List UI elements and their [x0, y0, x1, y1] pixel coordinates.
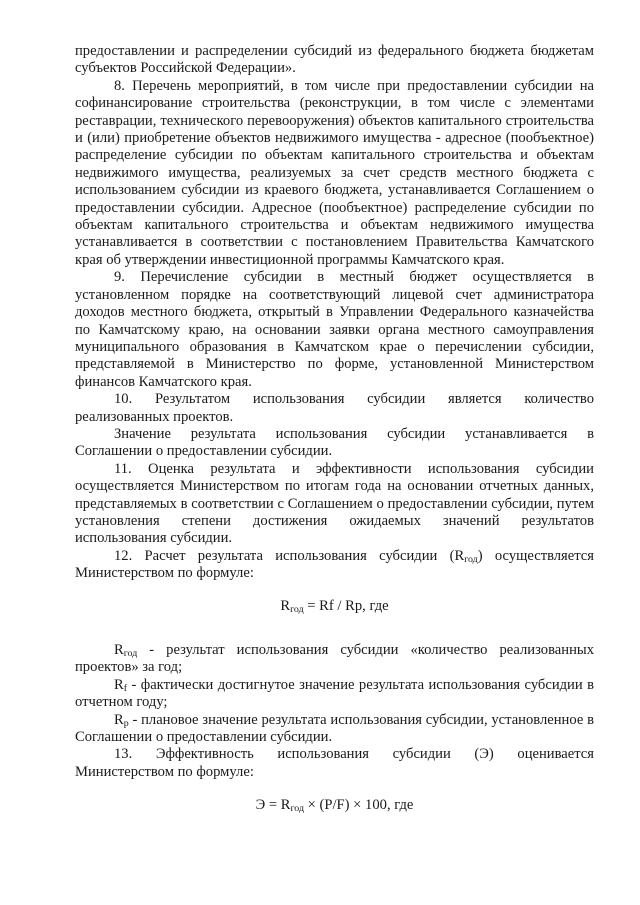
p12-after: ) осуществляется Министерством по формуле:: [75, 547, 594, 582]
formula-efficiency-rest: × (P/F) × 100, где: [304, 797, 414, 814]
definition-rgod-sub: год: [123, 648, 138, 660]
definition-rp-text: - плановое значение результата использования субсидии, установленное в Соглашении о предоставлении субсидии.: [75, 711, 594, 746]
formula-efficiency-sub: год: [290, 803, 304, 815]
formula-efficiency: [75, 797, 594, 814]
formula-result-rest: = Rf / Rp, где: [303, 597, 389, 614]
formula-result-sub: год: [290, 603, 304, 615]
paragraph-12: [75, 548, 594, 583]
p12-sub: год: [464, 553, 478, 565]
paragraph-10-value: Значение результата использования субсидии устанавливается в Соглашении о предоставлении субсидии.: [75, 425, 594, 460]
paragraph-10: 10. Результатом использования субсидии является количество реализованных проектов.: [75, 391, 594, 425]
paragraph-8: 8. Перечень мероприятий, в том числе при предоставлении субсидии на софинансирование строительства (реконструкции, в том числе с элементами реставрации, технического перевооружения) объектов капитального строительства и (или) приобретение объектов недвижимого имущества - адресное (пообъектное) распределение субсидии по объектам капитального строительства и объектам недвижимого имущества, реализуемых за счет средств местного бюджета с использованием субсидии из краевого бюджета, устанавливается Соглашением о предоставлении субсидии. Адресное (пообъектное) распределение субсидии по объектам капитального строительства и объектам недвижимого имущества устанавливается в соответствии с постановлением Правительства Камчатского края об утверждении инвестиционной программы Камчатского края.: [75, 77, 594, 268]
definition-rgod-r: R: [114, 642, 124, 658]
formula-result-r: R: [280, 597, 291, 614]
definition-rgod: [75, 642, 594, 677]
document-page: [75, 43, 594, 815]
formula-result: [75, 598, 594, 615]
p12-before: 12. Расчет результата использования субсидии (R: [114, 547, 465, 564]
definition-rp: [75, 712, 594, 747]
paragraph-7-end: предоставлении и распределении субсидий из федерального бюджета бюджетам субъектов Российской Федерации».: [75, 43, 594, 77]
definition-rp-sub: p: [123, 717, 129, 729]
definition-rgod-text: - результат использования субсидии «количество реализованных проектов» за год;: [75, 642, 594, 676]
definition-rf-text: - фактически достигнутое значение результата использования субсидии в отчетном году;: [75, 676, 594, 711]
paragraph-11: 11. Оценка результата и эффективности использования субсидии осуществляется Министерством по итогам года на основании отчетных данных, представляемых в соответствии с Соглашением о предоставлении субсидии, путем установления степени достижения ожидаемых значений результатов использования субсидии.: [75, 460, 594, 547]
paragraph-13: 13. Эффективность использования субсидии (Э) оценивается Министерством по формуле:: [75, 746, 594, 780]
definition-rf-sub: f: [123, 682, 128, 694]
paragraph-9: 9. Перечисление субсидии в местный бюджет осуществляется в установленном порядке на соответствующий лицевой счет администратора доходов местного бюджета, открытый в Управлении Федерального казначейства по Камчатскому краю, на основании заявки органа местного самоуправления муниципального образования в Камчатском крае о перечислении субсидии, представляемой в Министерство по форме, установленной Министерством финансов Камчатского края.: [75, 269, 594, 390]
definition-rp-r: R: [114, 711, 124, 728]
definition-rf: [75, 677, 594, 712]
definition-rf-r: R: [114, 676, 124, 693]
formula-efficiency-lhs: Э = R: [255, 797, 291, 814]
